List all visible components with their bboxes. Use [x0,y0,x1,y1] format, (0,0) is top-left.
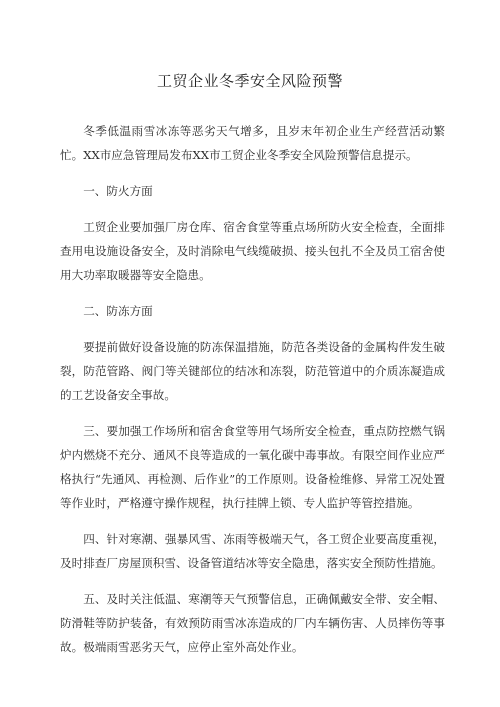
section-2-paragraph: 要提前做好设备设施的防冻保温措施，防范各类设备的金属构件发生破裂，防范管路、阀门等关键部位的结冰和冻裂，防范管道中的介质冻凝造成的工艺设备安全事故。 [60,340,445,402]
intro-paragraph: 冬季低温雨雪冰冻等恶劣天气增多，且岁末年初企业生产经营活动繁忙。XX市应急管理局发布XX市工贸企业冬季安全风险预警信息提示。 [60,124,445,162]
section-1-heading: 一、防火方面 [83,184,153,198]
section-4-paragraph: 四、针对寒潮、强暴风雪、冻雨等极端天气，各工贸企业要高度重视，及时排查厂房屋顶积雪、设备管道结冰等安全隐患，落实安全预防性措施。 [60,532,445,570]
section-1-paragraph: 工贸企业要加强厂房仓库、宿舍食堂等重点场所防火安全检查，全面排查用电设施设备安全，及时消除电气线缆破损、接头包扎不全及员工宿舍使用大功率取暖器等安全隐患。 [60,220,445,282]
section-5-paragraph: 五、及时关注低温、寒潮等天气预警信息，正确佩戴安全带、安全帽、防滑鞋等防护装备，有效预防雨雪冰冻造成的厂内车辆伤害、人员摔伤等事故。极端雨雪恶劣天气，应停止室外高处作业。 [60,592,445,654]
section-2-heading: 二、防冻方面 [83,304,153,318]
document-title: 工贸企业冬季安全风险预警 [156,72,343,90]
section-3-paragraph: 三、要加强工作场所和宿舍食堂等用气场所安全检查，重点防控燃气锅炉内燃烧不充分、通风不良等造成的一氧化碳中毒事故。有限空间作业应严格执行“先通风、再检测、后作业”的工作原则。设备检维修、异常工况处置等作业时，严格遵守操作规程，执行挂牌上锁、专人监护等管控措施。 [60,424,445,510]
document-body [60,119,445,671]
